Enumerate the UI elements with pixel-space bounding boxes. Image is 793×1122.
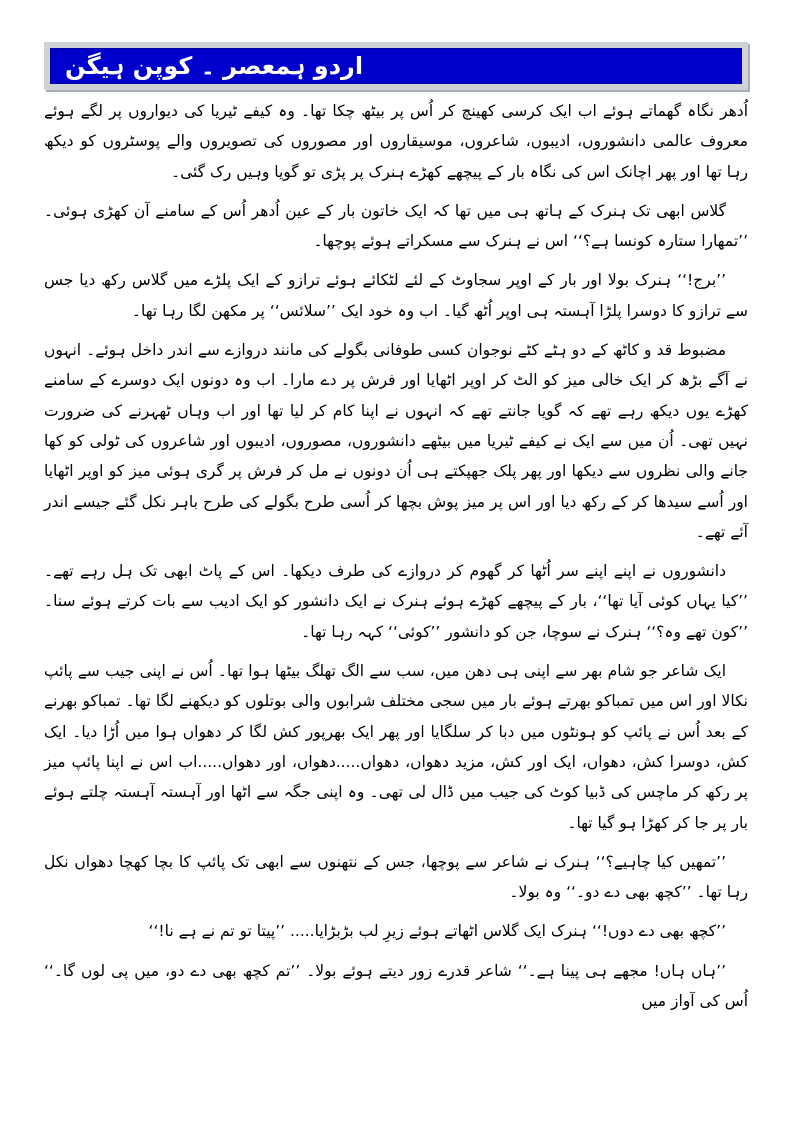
paragraph-2: گلاس ابھی تک ہنرک کے ہاتھ ہی میں تھا کہ ایک خاتون بار کے عین اُدھر اُس کے سامنے آن کھڑی ہوئی۔ ’’تمھارا ستارہ کونسا ہے؟‘‘ اس نے ہنرک سے مسکراتے ہوئے پوچھا۔ xyxy=(44,201,748,251)
paragraph-6: ایک شاعر جو شام بھر سے اپنی ہی دھن میں، سب سے الگ تھلگ بیٹھا ہوا تھا۔ اُس نے اپنی جیب سے پائپ نکالا اور اس میں تمباکو بھرتے ہوئے بار میں سجی مختلف شرابوں والی بوتلوں کو دیکھنے لگا تھا۔ تمباکو بھرنے کے بعد اُس نے پائپ کو ہونٹوں میں دبا کر سلگایا اور پھر ایک بھرپور کش لگا کر دھواں ہوا میں اُڑا دیا۔ ایک کش، دوسرا کش، دھواں، ایک اور کش، مزید دھواں، دھواں.....دھواں، اور دھواں.....اب اس نے اپنا پائپ میز پر رکھ کر ماچس کی ڈبیا کوٹ کی جیب میں ڈال لی تھی۔ وہ اپنی جگہ سے اٹھا اور آہستہ آہستہ چلتے ہوئے بار پر جا کر کھڑا ہو گیا تھا۔ xyxy=(44,662,748,832)
paragraph-8: ’’کچھ بھی دے دوں!‘‘ ہنرک ایک گلاس اٹھاتے ہوئے زیرِ لب بڑبڑایا..... ’’پیتا تو تم نے ہے نا!‘‘ xyxy=(148,922,726,941)
paragraph-5: دانشوروں نے اپنے اپنے سر اُٹھا کر گھوم کر دروازے کی طرف دیکھا۔ اس کے پاٹ ابھی تک ہل رہے تھے۔ ’’کیا یہاں کوئی آیا تھا‘‘، بار کے پیچھے کھڑے ہوئے ہنرک نے ایک دانشور کو ایک ادیب سے بات کرتے ہوئے سنا۔ ’’کون تھے وہ؟‘‘ ہنرک نے سوچا، جن کو دانشور ’’کوئی‘‘ کہہ رہا تھا۔ xyxy=(44,562,748,641)
paragraph-7: ’’تمھیں کیا چاہیے؟‘‘ ہنرک نے شاعر سے پوچھا، جس کے نتھنوں سے ابھی تک پائپ کا بچا کھچا دھواں نکل رہا تھا۔ ’’کچھ بھی دے دو۔‘‘ وہ بولا۔ xyxy=(44,852,748,902)
title-banner xyxy=(50,48,742,84)
paragraph-9: ’’ہاں ہاں! مجھے ہی پینا ہے۔‘‘ شاعر قدرے زور دیتے ہوئے بولا۔ ’’تم کچھ بھی دے دو، میں پی لوں گا۔‘‘ اُس کی آواز میں xyxy=(44,961,748,1011)
paragraph-3: ’’برج!‘‘ ہنرک بولا اور بار کے اوپر سجاوٹ کے لئے لٹکائے ہوئے ترازو کے ایک پلڑے میں گلاس رکھ دیا جس سے ترازو کا دوسرا پلڑا آہستہ ہی اوپر اُٹھ گیا۔ اب وہ خود ایک ’’سلائس‘‘ پر مکھن لگا رہا تھا۔ xyxy=(44,271,748,320)
paragraph-4: مضبوط قد و کاٹھ کے دو ہٹے کٹے نوجوان کسی طوفانی بگولے کی مانند دروازے سے اندر داخل ہوئے۔ انہوں نے آگے بڑھ کر ایک خالی میز کو الٹ کر اوپر اٹھایا اور فرش پر دے مارا۔ اب وہ دونوں ایک دوسرے کے سامنے کھڑے یوں دیکھ رہے تھے کہ گویا جانتے تھے کہ انہوں نے اپنا کام کر لیا تھا اور اب وہاں ٹھہرنے کی ضرورت نہیں تھی۔ اُن میں سے ایک نے کیفے ٹیریا میں بیٹھے دانشوروں، مصوروں، ادیبوں اور شاعروں کی ٹولی کو کھا جانے والی نظروں سے دیکھا اور پھر پلک جھپکتے ہی اُن دونوں نے مل کر فرش پر گری ہوئی میز کو اوپر اٹھایا اور اُسے سیدھا کر کے رکھ دیا اور اس پر میز پوش بچھا کر اُسی طرح بگولے کی طرح باہر نکل گئے جیسے اندر آئے تھے۔ xyxy=(44,341,748,541)
page-title: اردو ہمعصر ۔ کوپن ہیگن xyxy=(65,52,364,80)
story-text xyxy=(44,96,748,1025)
paragraph-1: اُدھر نگاہ گھماتے ہوئے اب ایک کرسی کھینچ کر اُس پر بیٹھ چکا تھا۔ وہ کیفے ٹیریا کی دیواروں پر لگے ہوئے معروف عالمی دانشوروں، ادیبوں، شاعروں، موسیقاروں اور مصوروں کی تصویروں والے پوسٹروں کو دیکھ رہا تھا اور پھر اچانک اس کی نگاہ بار کے پیچھے کھڑے ہنرک پر پڑی تو گویا وہیں رک گئی۔ xyxy=(44,102,748,181)
header-frame xyxy=(44,42,748,90)
